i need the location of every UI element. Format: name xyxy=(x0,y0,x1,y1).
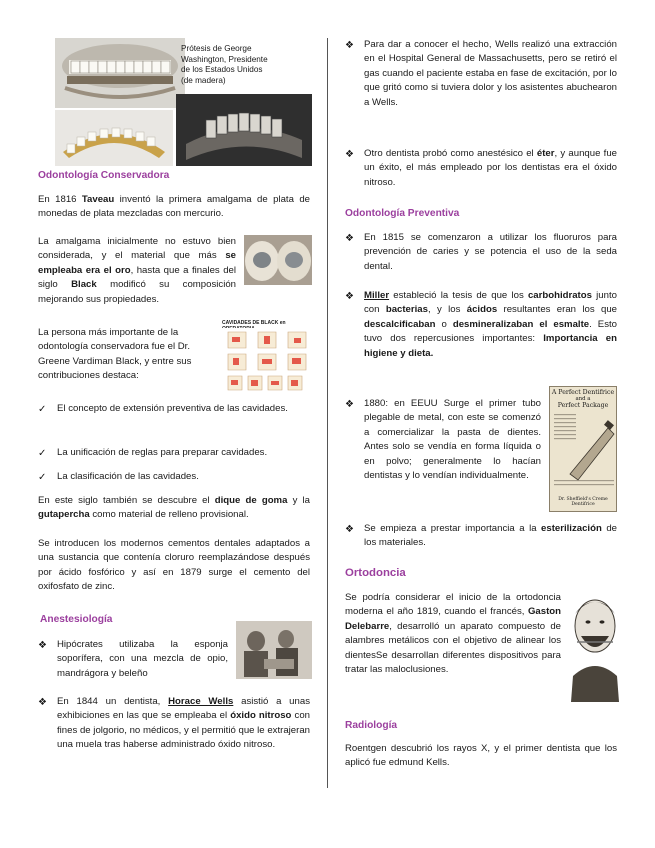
sterilization-item: ❖ Se empieza a prestar importancia a la esterilización de los materiales. xyxy=(345,523,617,549)
wells-demo-item: ❖ Para dar a conocer el hecho, Wells realizó una extracción en el Hospital General de Massachusetts, pero se retiró el gas cuando el paciente estaba en fase de excitación, por lo que gritó como si tuviera dolor y los asistentes abuchearon a Wells. xyxy=(345,39,617,108)
gold-denture-photo xyxy=(55,110,173,166)
orthodontics-heading: Ortodoncia xyxy=(345,567,406,579)
rubber-dam-paragraph: En este siglo también se descubre el dique de goma y la gutapercha como material de relleno provisional. xyxy=(38,495,310,521)
diamond-bullet-icon: ❖ xyxy=(345,399,354,410)
check-item-1: ✓ El concepto de extensión preventiva de las cavidades. xyxy=(38,403,288,415)
taveau-paragraph: En 1816 Taveau inventó la primera amalgama de plata de monedas de plata mezcladas con mercurio. xyxy=(38,194,310,220)
denture-caption: Prótesis de George Washington, Presidente de los Estados Unidos (de madera) xyxy=(181,44,268,85)
check-icon: ✓ xyxy=(38,472,47,483)
sleeping-sponge-engraving xyxy=(236,621,312,679)
toothpaste-tube-icon xyxy=(550,410,617,492)
anesthesiology-heading: Anestesiología xyxy=(40,614,113,625)
check-icon: ✓ xyxy=(38,448,47,459)
black-paragraph: La persona más importante de la odontología conservadora fue el Dr. Greene Vardiman Black, y entre sus contribuciones destaca: xyxy=(38,327,192,382)
black-cavities-diagram xyxy=(222,328,312,398)
preventive-dentistry-heading: Odontología Preventiva xyxy=(345,208,460,219)
orthodontics-paragraph: Se podría considerar el inicio de la ortodoncia moderna el año 1819, cuando el francés, Gaston Delebarre, desarrolló un aparato compuesto de alambres metálicos con el objetivo de alinear los dientesSe desarrollan diferentes dispositivos para tratar las maloclusiones. xyxy=(345,592,561,675)
washington-denture-photo xyxy=(55,38,185,108)
toothpaste-tube-item: ❖ 1880: en EEUU Surge el primer tubo plegable de metal, con este se comenzó a comercializar la pasta de dientes. Antes solo se vendía en forma líquida o en polvo; generalmente lo hacían dentistas y lo vendían individualmente. xyxy=(345,398,541,481)
check-item-3: ✓ La clasificación de las cavidades. xyxy=(38,471,199,483)
ether-item: ❖ Otro dentista probó como anestésico el éter, y aunque fue un éxito, el más empleado por los dentistas era el óxido nitroso. xyxy=(345,148,617,188)
wooden-denture-photo xyxy=(176,94,312,166)
black-cavities-label: CAVIDADES DE BLACK en xyxy=(222,320,286,326)
diamond-bullet-icon: ❖ xyxy=(345,524,354,535)
horace-wells-item: ❖ En 1844 un dentista, Horace Wells asistió a unas exhibiciones en las que se empleaba el óxido nitroso con fines de jolgorio, no médicos, y el permitió que le extrajeran una muela tras haberse administrado óxido nitroso. xyxy=(38,696,310,751)
conservative-dentistry-heading: Odontología Conservadora xyxy=(38,170,170,181)
miller-item: ❖ Miller estableció la tesis de que los carbohidratos junto con bacterias, y los ácidos resultantes eran los que descalcificaban o desmineralizaban el esmalte. Esto tuvo dos repercusiones importantes: Importancia en higiene y dieta. xyxy=(345,290,618,359)
hippocrates-item: ❖ Hipócrates utilizaba la esponja soporífera, con una mezcla de opio, mandrágora y beleño xyxy=(38,639,228,679)
diamond-bullet-icon: ❖ xyxy=(345,149,354,160)
check-icon: ✓ xyxy=(38,404,47,415)
column-divider xyxy=(327,38,328,788)
check-item-2: ✓ La unificación de reglas para preparar cavidades. xyxy=(38,447,268,459)
amalgam-teeth-photo xyxy=(244,235,312,285)
amalgam-paragraph: La amalgama inicialmente no estuvo bien considerada, y el material que más se empleaba era el oro, hasta que a finales del siglo Black modificó su composición mejorando sus propiedades. xyxy=(38,236,236,305)
radiology-paragraph: Roentgen descubrió los rayos X, y el primer dentista que los aplicó fue edmund Kells. xyxy=(345,743,617,769)
dentifrice-advertisement: A Perfect Dentifrice and a Perfect Package Dr. Sheffield's Creme Dentifrice xyxy=(549,386,617,512)
diamond-bullet-icon: ❖ xyxy=(38,640,47,651)
diamond-bullet-icon: ❖ xyxy=(345,233,354,244)
cements-paragraph: Se introducen los modernos cementos dentales adaptados a una sustancia que contenía cloruro reemplazándose después por ácido fosfórico y así en 1879 surge el cemento del oxifosfato de zinc. xyxy=(38,538,310,593)
diamond-bullet-icon: ❖ xyxy=(345,40,354,51)
diamond-bullet-icon: ❖ xyxy=(345,291,354,302)
diamond-bullet-icon: ❖ xyxy=(38,697,47,708)
delebarre-portrait xyxy=(567,584,621,702)
fluoride-item: ❖ En 1815 se comenzaron a utilizar los fluoruros para prevención de caries y se potencia el uso de la seda dental. xyxy=(345,232,617,272)
radiology-heading: Radiología xyxy=(345,720,398,731)
